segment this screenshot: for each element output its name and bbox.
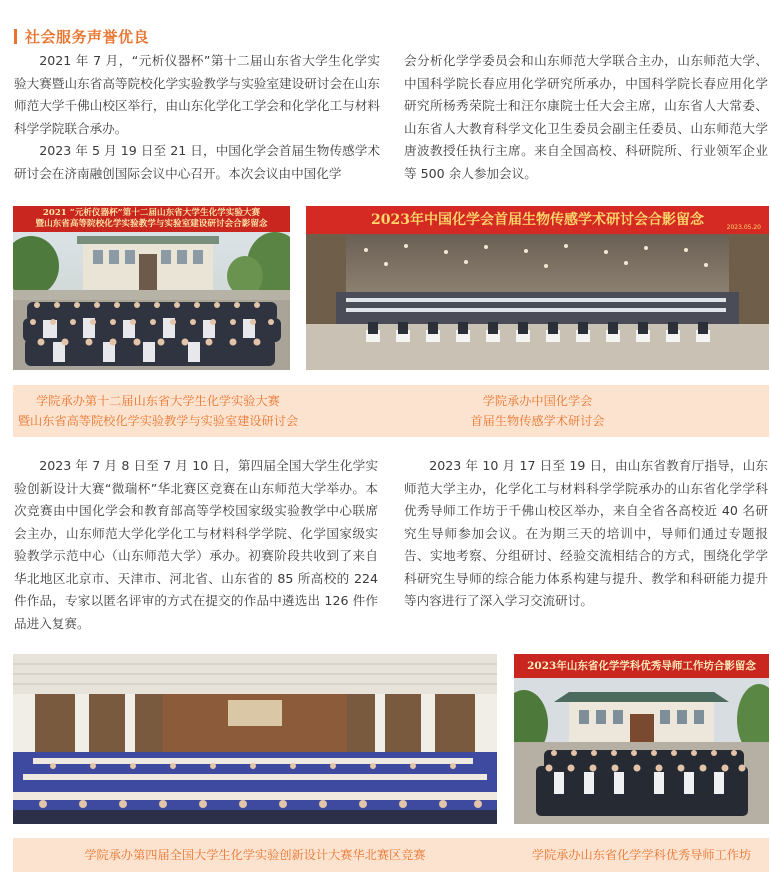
photo-mentor-workshop (514, 654, 769, 824)
section-title-text: 社会服务声誉优良 (25, 28, 150, 46)
paragraph: 2023 年 7 月 8 日至 7 月 10 日，第四届全国大学生化学实验创新设计大赛“微瑞杯”华北赛区竞赛在山东师范大学举办。本次竞赛由中国化学会和教育部高等学校国家级实验教学中心联席会主办，山东师范大学化学化工与材料科学学院、化学国家级实验教学示范中心（山东师范大学）承办。初赛阶段共收到了来自华北地区北京市、天津市、河北省、山东省的 85 所高校的 224 件作品，专家以匿名评审的方式在提交的作品中遴选出 126 件作品进入复赛。 (14, 458, 378, 631)
banner-line: 2021 “元析仪器杯”第十二届山东省大学生化学实验大赛 (42, 208, 261, 218)
caption-band (13, 385, 769, 437)
top-left-text (14, 50, 380, 185)
caption-chemistry-competition (13, 391, 303, 431)
caption-line: 学院承办第十二届山东省大学生化学实验大赛 (36, 394, 280, 408)
caption-biosensing-symposium (306, 391, 769, 431)
caption-mentor-workshop: 学院承办山东省化学学科优秀导师工作坊 (531, 848, 752, 862)
caption-line: 学院承办中国化学会 (482, 394, 593, 408)
photo-chemistry-competition (13, 206, 290, 370)
caption-line: 首届生物传感学术研讨会 (470, 414, 605, 428)
section-title (14, 26, 149, 47)
banner-date: 2023.05.20 (726, 224, 761, 231)
photo-banner (13, 208, 290, 230)
top-right-text (404, 50, 768, 185)
photo-banner: 2023年山东省化学学科优秀导师工作坊合影留念 (527, 660, 756, 672)
paragraph: 2023 年 10 月 17 日至 19 日，由山东省教育厅指导，山东师范大学主办，化学化工与材料科学学院承办的山东省化学学科优秀导师工作坊于千佛山校区举办，来自全省各高校近 40 名研究生导师参加会议。在为期三天的培训中，导师们通过专题报告、实地考察、分组研讨、经验交流相结合的方式，围绕化学学科研究生导师的综合能力体系构建与提升、教学和科研能力提升等内容进行了深入学习交流研讨。 (404, 458, 768, 608)
title-accent-bar (14, 29, 17, 44)
caption-line: 暨山东省高等院校化学实验教学与实验室建设研讨会 (17, 414, 299, 428)
mid-left-text (14, 455, 378, 635)
banner-line: 暨山东省高等院校化学实验教学与实验室建设研讨会合影留念 (35, 219, 268, 229)
photo-banner: 2023年中国化学会首届生物传感学术研讨会合影留念 (371, 212, 704, 228)
paragraph: 会分析化学学委员会和山东师范大学联合主办，山东师范大学、中国科学院长春应用化学研究所承办，中国科学院长春应用化学研究所杨秀荣院士和汪尔康院士任大会主席，山东省人大常委、山东省人大教育科学文化卫生委员会副主任委员、山东师范大学唐波教授任执行主席。来自全国高校、科研院所、行业领军企业等 500 余人参加会议。 (404, 53, 768, 181)
paragraph: 2023 年 5 月 19 日至 21 日，中国化学会首届生物传感学术研讨会在济南融创国际会议中心召开。本次会议由中国化学 (14, 143, 380, 181)
caption-band (13, 838, 769, 872)
photo-innovation-competition (13, 654, 497, 824)
caption-innovation-competition: 学院承办第四届全国大学生化学实验创新设计大赛华北赛区竞赛 (84, 848, 426, 862)
mid-right-text (404, 455, 768, 613)
photo-biosensing-symposium (306, 206, 769, 370)
paragraph: 2021 年 7 月，“元析仪器杯”第十二届山东省大学生化学实验大赛暨山东省高等院校化学实验教学与实验室建设研讨会在山东师范大学千佛山校区举行，由山东化学化工学会和化学化工与材料科学学院联合承办。 (14, 53, 380, 136)
